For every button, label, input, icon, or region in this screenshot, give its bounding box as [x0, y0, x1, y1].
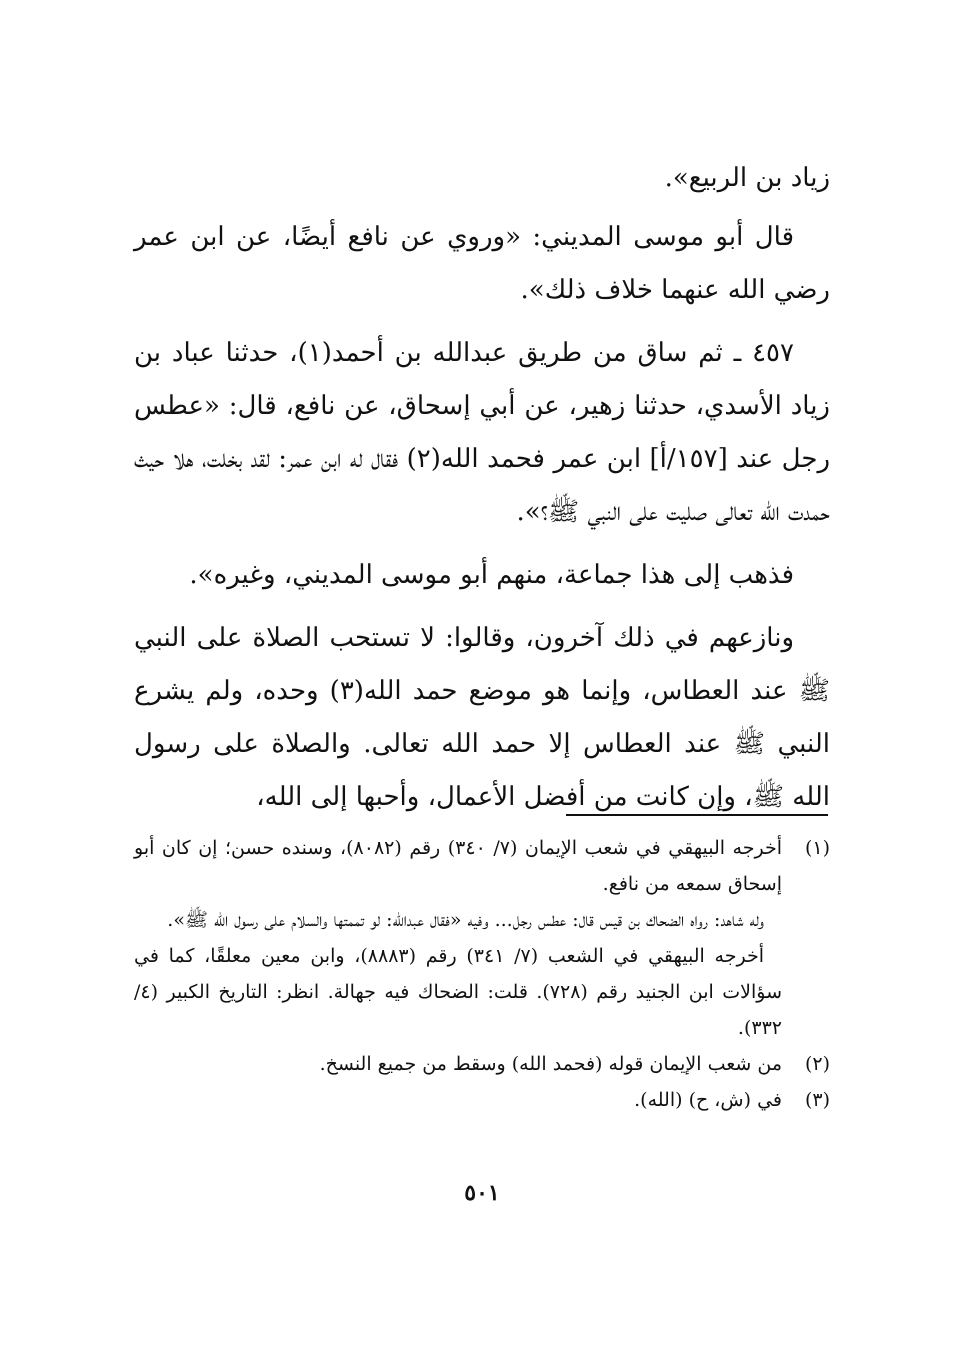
footnote-number: (١): [804, 837, 830, 859]
footnote-number: (٢): [804, 1053, 830, 1075]
footnote-2-text: من شعب الإيمان قوله (فحمد الله) وسقط من جميع النسخ.: [319, 1053, 782, 1075]
main-text: [134, 152, 830, 824]
page-number: ٥٠١: [464, 1180, 500, 1206]
paragraph-abu-musa: قال أبو موسى المديني: «وروي عن نافع أيضًا، عن ابن عمر رضي الله عنهما خلاف ذلك».: [134, 222, 830, 305]
footnote-1-text-b: وله شاهد: رواه الضحاك بن قيس قال: عطس رجل... وفيه «فقال عبدالله: لو تممتها والسلام على رسول الله ﷺ».: [167, 909, 764, 931]
paragraph-457: ٤٥٧ ـ ثم ساق من طريق عبدالله بن أحمد(١)، حدثنا عباد بن زياد الأسدي، حدثنا زهير، عن أبي إسحاق، عن نافع، قال: «عطس رجل عند [١٥٧/أ] ابن عمر فحمد الله(٢) فقال له ابن عمر: لقد بخلت، هلا حيث حمدت الله تعالى صليت على النبي ﷺ؟».: [134, 338, 830, 527]
footnote-separator: [566, 814, 828, 816]
footnote-1: [134, 830, 830, 1046]
footnotes: [134, 830, 830, 1118]
paragraph-objection: ونازعهم في ذلك آخرون، وقالوا: لا تستحب الصلاة على النبي ﷺ عند العطاس، وإنما هو موضع حمد الله(٣) وحده، ولم يشرع النبي ﷺ عند العطاس إلا حمد الله تعالى. والصلاة على رسول الله ﷺ، وإن كانت من أفضل الأعمال، وأحبها إلى الله،: [134, 623, 830, 812]
footnote-number: (٣): [804, 1089, 830, 1111]
paragraph-madhhab: فذهب إلى هذا جماعة، منهم أبو موسى المديني، وغيره».: [189, 560, 794, 590]
footnote-1-text-c: أخرجه البيهقي في الشعب (٧/ ٣٤١) رقم (٨٨٨٣)، وابن معين معلقًا، كما في سؤالات ابن الجنيد رقم (٧٢٨). قلت: الضحاك فيه جهالة. انظر: التاريخ الكبير (٤/ ٣٣٢).: [134, 945, 782, 1039]
footnote-2: [134, 1046, 830, 1082]
footnote-1-text-a: أخرجه البيهقي في شعب الإيمان (٧/ ٣٤٠) رقم (٨٠٨٢)، وسنده حسن؛ إن كان أبو إسحاق سمعه من نافع.: [134, 837, 782, 895]
footnote-3: [134, 1082, 830, 1118]
text-line-continuation: زياد بن الربيع».: [664, 163, 830, 193]
footnote-3-text: في (ش، ح) (الله).: [634, 1089, 782, 1111]
